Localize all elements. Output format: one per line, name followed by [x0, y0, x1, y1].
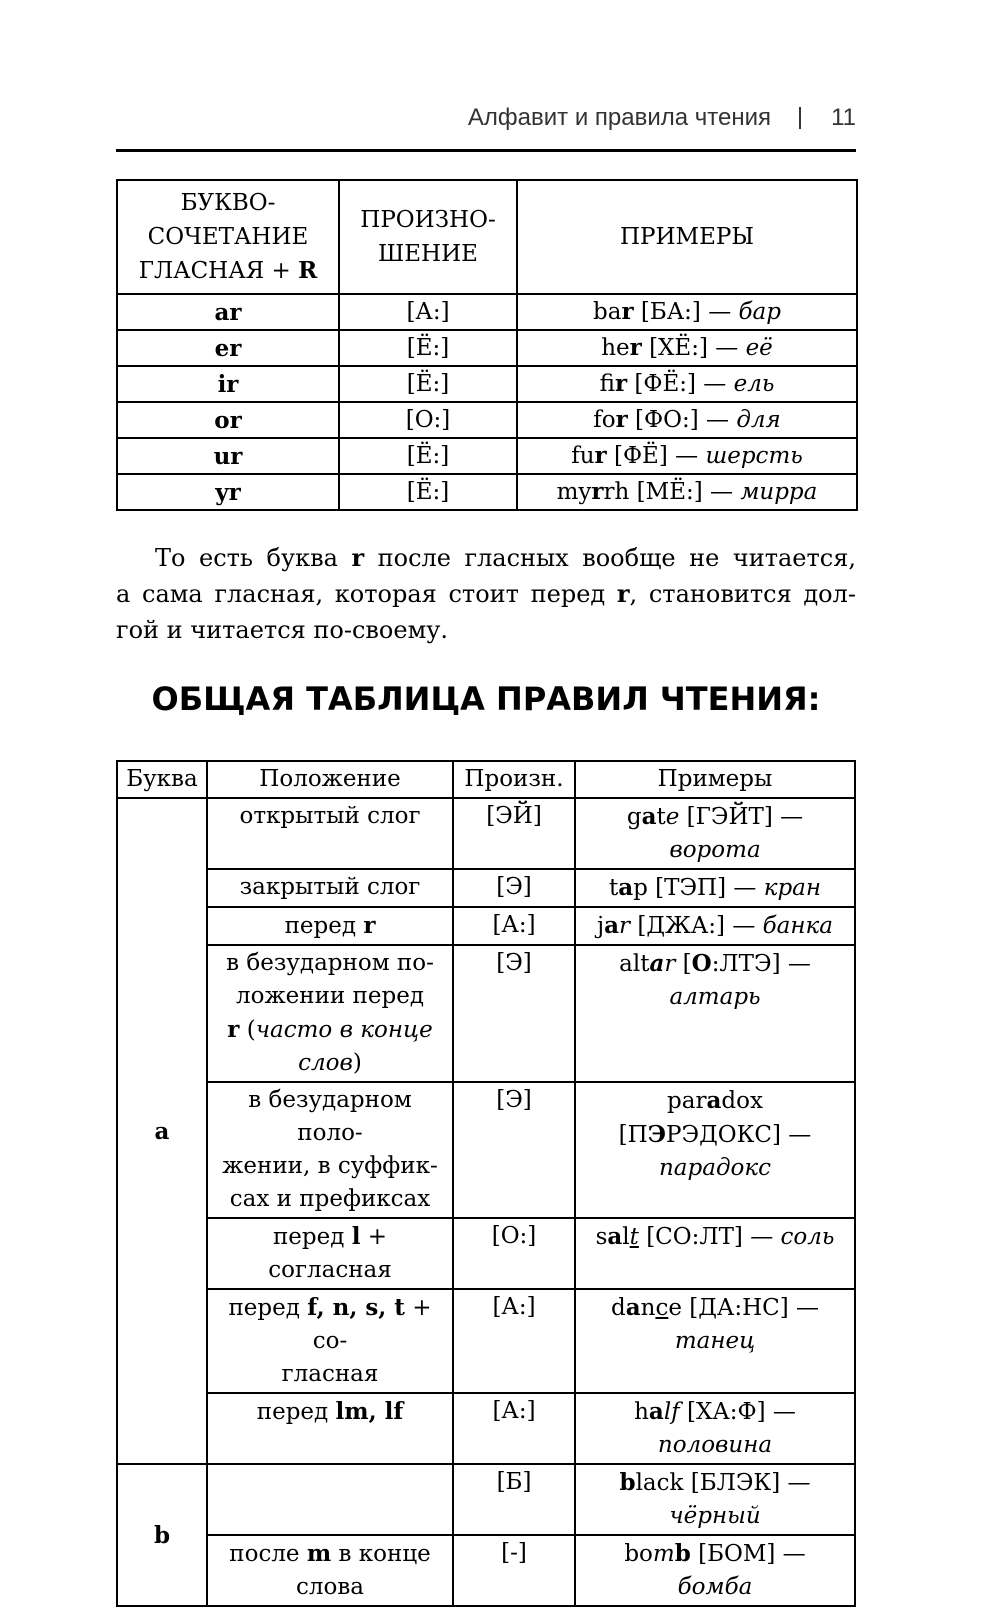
section-heading: ОБЩАЯ ТАБЛИЦА ПРАВИЛ ЧТЕНИЯ: [151, 680, 821, 718]
table2-example: black [БЛЭК] — чёрный [575, 1464, 855, 1535]
table1-pron: [О:] [339, 402, 517, 438]
table2-example: gate [ГЭЙТ] — ворота [575, 798, 855, 869]
table1-pron: [Ё:] [339, 474, 517, 510]
table1-example: myrrh [МЁ:] — мирра [517, 474, 857, 510]
table1-header-pron: ПРОИЗНО- ШЕНИЕ [339, 180, 517, 294]
table2-example: dance [ДА:НС] — танец [575, 1289, 855, 1393]
table2-position: после m в конце слова [207, 1535, 453, 1606]
table2-pron: [-] [453, 1535, 575, 1606]
table2-row [117, 945, 855, 1082]
table1-combo: ur [117, 438, 339, 474]
table2-header-examples: Примеры [575, 761, 855, 798]
table2-example: tap [ТЭП] — кран [575, 869, 855, 907]
table1-combo: ir [117, 366, 339, 402]
table2-letter: a [117, 798, 207, 1464]
table2-example: altar [О:ЛТЭ] — алтарь [575, 945, 855, 1082]
table2-row [117, 1464, 855, 1535]
table1-combo: ar [117, 294, 339, 330]
table2-row [117, 798, 855, 869]
table2-pron: [Э] [453, 869, 575, 907]
table1-pron: [Ё:] [339, 366, 517, 402]
table1-pron: [Ё:] [339, 330, 517, 366]
table2-row [117, 1082, 855, 1218]
table2-row [117, 1393, 855, 1464]
table1-row [117, 474, 857, 510]
table2-row [117, 1218, 855, 1289]
table2-example: jar [ДЖА:] — банка [575, 907, 855, 945]
table2-header-row [117, 761, 855, 798]
table2-example: salt [СО:ЛТ] — соль [575, 1218, 855, 1289]
table2-row [117, 1535, 855, 1606]
table1-header-examples: ПРИМЕРЫ [517, 180, 857, 294]
table1-combo: yr [117, 474, 339, 510]
table1-row [117, 366, 857, 402]
table2-row [117, 869, 855, 907]
table1-header-row [117, 180, 857, 294]
table1-example: fir [ФЁ:] — ель [517, 366, 857, 402]
table2-pron: [ЭЙ] [453, 798, 575, 869]
table2-example: bomb [БОМ] — бомба [575, 1535, 855, 1606]
table2-position: в безударном по- ложении перед r (часто в конце слов) [207, 945, 453, 1082]
table2-position [207, 1464, 453, 1535]
table2-pron: [А:] [453, 907, 575, 945]
table2-position: перед l + согласная [207, 1218, 453, 1289]
table1-example: her [ХЁ:] — её [517, 330, 857, 366]
table2-example: paradox [ПЭРЭДОКС] — парадокс [575, 1082, 855, 1218]
table1-pron: [Ё:] [339, 438, 517, 474]
table1-example: for [ФО:] — для [517, 402, 857, 438]
table2-pron: [А:] [453, 1289, 575, 1393]
table1-header-combo: БУКВО- СОЧЕТАНИЕ ГЛАСНАЯ + R [117, 180, 339, 294]
table2-position: перед f, n, s, t + со- гласная [207, 1289, 453, 1393]
table1-combo: er [117, 330, 339, 366]
table2-position: закрытый слог [207, 869, 453, 907]
table1-combo: or [117, 402, 339, 438]
table2-row [117, 907, 855, 945]
table2-position: перед lm, lf [207, 1393, 453, 1464]
table2-position: в безударном поло- жении, в суффик- сах и префиксах [207, 1082, 453, 1218]
table1-row [117, 294, 857, 330]
reading-rules-table [116, 760, 856, 1607]
table2-pron: [Э] [453, 945, 575, 1082]
table2-pron: [О:] [453, 1218, 575, 1289]
running-header [116, 104, 856, 138]
table2-pron: [Б] [453, 1464, 575, 1535]
table1-pron: [А:] [339, 294, 517, 330]
table2-header-position: Положение [207, 761, 453, 798]
table1-row [117, 402, 857, 438]
table2-header-letter: Буква [117, 761, 207, 798]
table2-row [117, 1289, 855, 1393]
vowel-r-table [116, 179, 858, 511]
header-rule [116, 149, 856, 152]
table2-header-pron: Произн. [453, 761, 575, 798]
table1-example: fur [ФЁ] — шерсть [517, 438, 857, 474]
table2-position: открытый слог [207, 798, 453, 869]
page-number: 11 [831, 104, 856, 131]
table2-example: half [ХА:Ф] — половина [575, 1393, 855, 1464]
table2-pron: [А:] [453, 1393, 575, 1464]
explanation-paragraph: То есть буква r после гласных вообще не читается, а сама гласная, которая стоит перед r, становится дол- гой и читается по-своему. [116, 543, 856, 644]
table2-position: перед r [207, 907, 453, 945]
table1-row [117, 330, 857, 366]
header-separator [799, 107, 801, 129]
table2-pron: [Э] [453, 1082, 575, 1218]
table2-letter: b [117, 1464, 207, 1606]
header-section-title: Алфавит и правила чтения [467, 104, 771, 131]
table1-example: bar [БА:] — бар [517, 294, 857, 330]
table1-row [117, 438, 857, 474]
